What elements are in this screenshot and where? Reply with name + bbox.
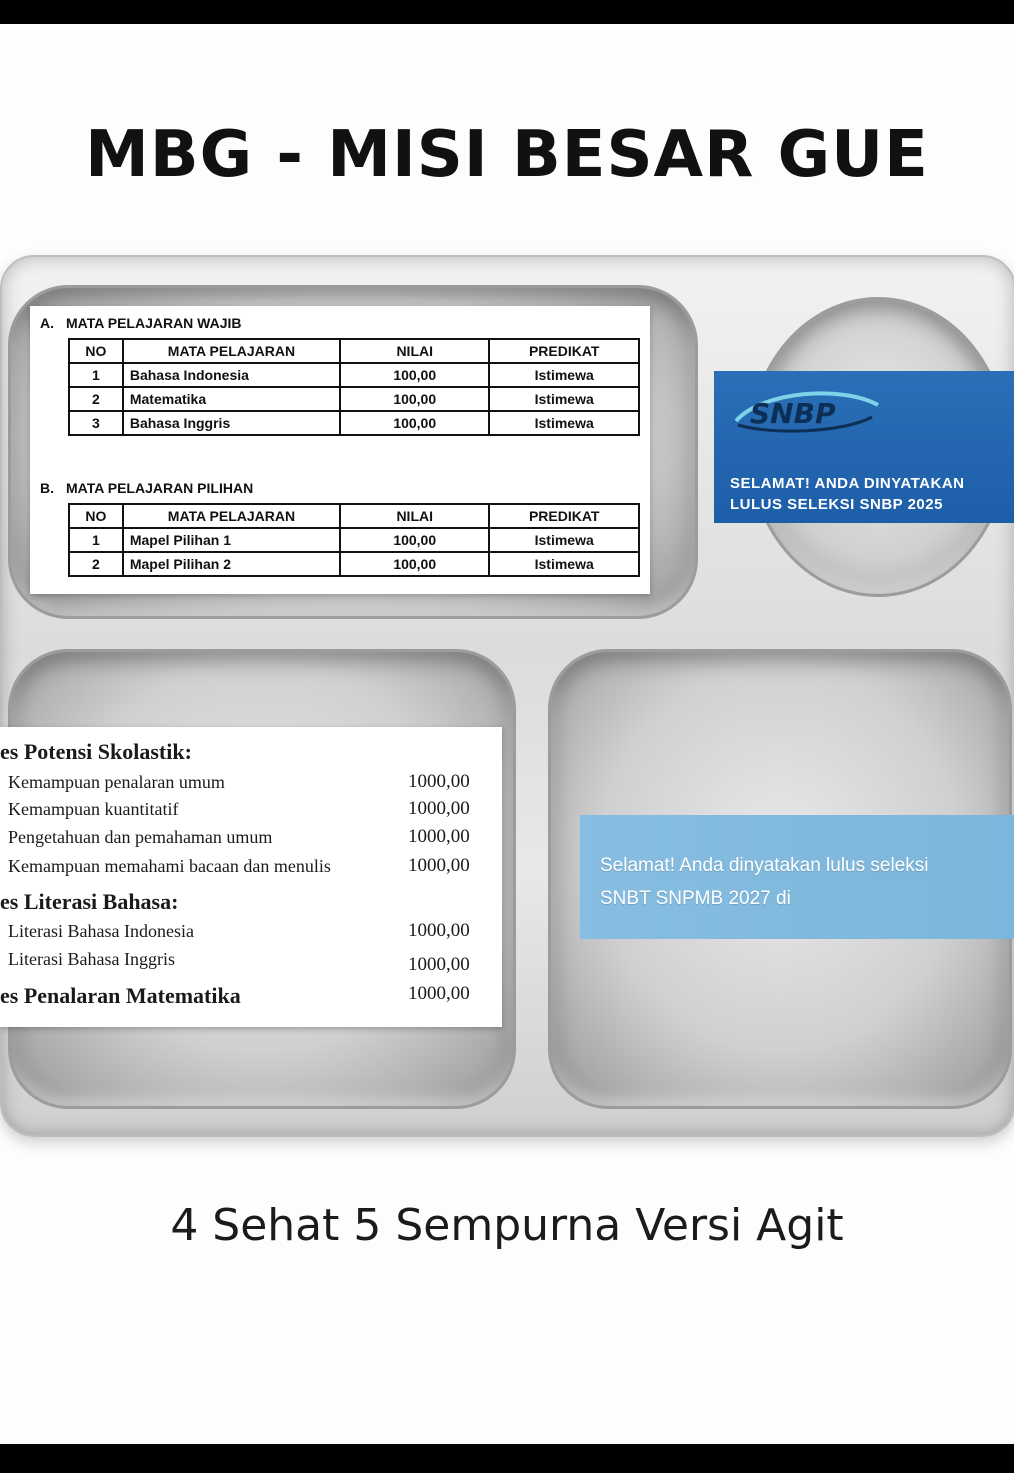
table-header-row: NO MATA PELAJARAN NILAI PREDIKAT [69, 504, 639, 528]
score-value: 1000,00 [408, 954, 470, 975]
table-row: 1 Mapel Pilihan 1 100,00 Istimewa [69, 528, 639, 552]
section-a-title: A. MATA PELAJARAN WAJIB [40, 315, 242, 331]
score-label: Kemampuan kuantitatif [8, 799, 179, 819]
score-label: Kemampuan memahami bacaan dan menulis [8, 856, 331, 876]
score-label: Pengetahuan dan pemahaman umum [8, 827, 273, 847]
penalaran-matematika-heading: es Penalaran Matematika [0, 983, 241, 1008]
snbp-logo [732, 387, 882, 439]
score-value: 1000,00 [408, 826, 470, 847]
utbk-score-sheet [0, 727, 502, 1027]
score-label: Literasi Bahasa Indonesia [8, 921, 194, 941]
pilihan-table [68, 503, 640, 577]
tps-heading: es Potensi Skolastik: [0, 739, 192, 764]
snbt-message: Selamat! Anda dinyatakan lulus seleksi SNBT SNPMB 2027 di [600, 855, 929, 909]
top-black-bar [0, 0, 1014, 24]
caption: 4 Sehat 5 Sempurna Versi Agit [170, 1200, 844, 1251]
wajib-table [68, 338, 640, 436]
report-card [30, 306, 650, 594]
bottom-black-bar [0, 1444, 1014, 1473]
table-row: 3 Bahasa Inggris 100,00 Istimewa [69, 411, 639, 435]
score-value: 1000,00 [408, 855, 470, 876]
snbp-announcement-banner [714, 371, 1014, 523]
snbp-message: SELAMAT! ANDA DINYATAKAN LULUS SELEKSI SNBP 2025 [730, 475, 965, 513]
table-row: 2 Matematika 100,00 Istimewa [69, 387, 639, 411]
table-row: 2 Mapel Pilihan 2 100,00 Istimewa [69, 552, 639, 576]
table-header-row: NO MATA PELAJARAN NILAI PREDIKAT [69, 339, 639, 363]
score-label: Literasi Bahasa Inggris [8, 949, 175, 969]
literasi-heading: es Literasi Bahasa: [0, 889, 179, 914]
snbp-logo-text: SNBP [750, 397, 836, 430]
score-value: 1000,00 [408, 920, 470, 941]
score-value: 1000,00 [408, 771, 470, 792]
headline: MBG - MISI BESAR GUE [85, 118, 929, 192]
score-value: 1000,00 [408, 798, 470, 819]
snbt-announcement-banner [580, 815, 1014, 939]
score-value: 1000,00 [408, 983, 470, 1004]
score-label: Kemampuan penalaran umum [8, 772, 225, 792]
section-b-title: B. MATA PELAJARAN PILIHAN [40, 480, 254, 496]
table-row: 1 Bahasa Indonesia 100,00 Istimewa [69, 363, 639, 387]
